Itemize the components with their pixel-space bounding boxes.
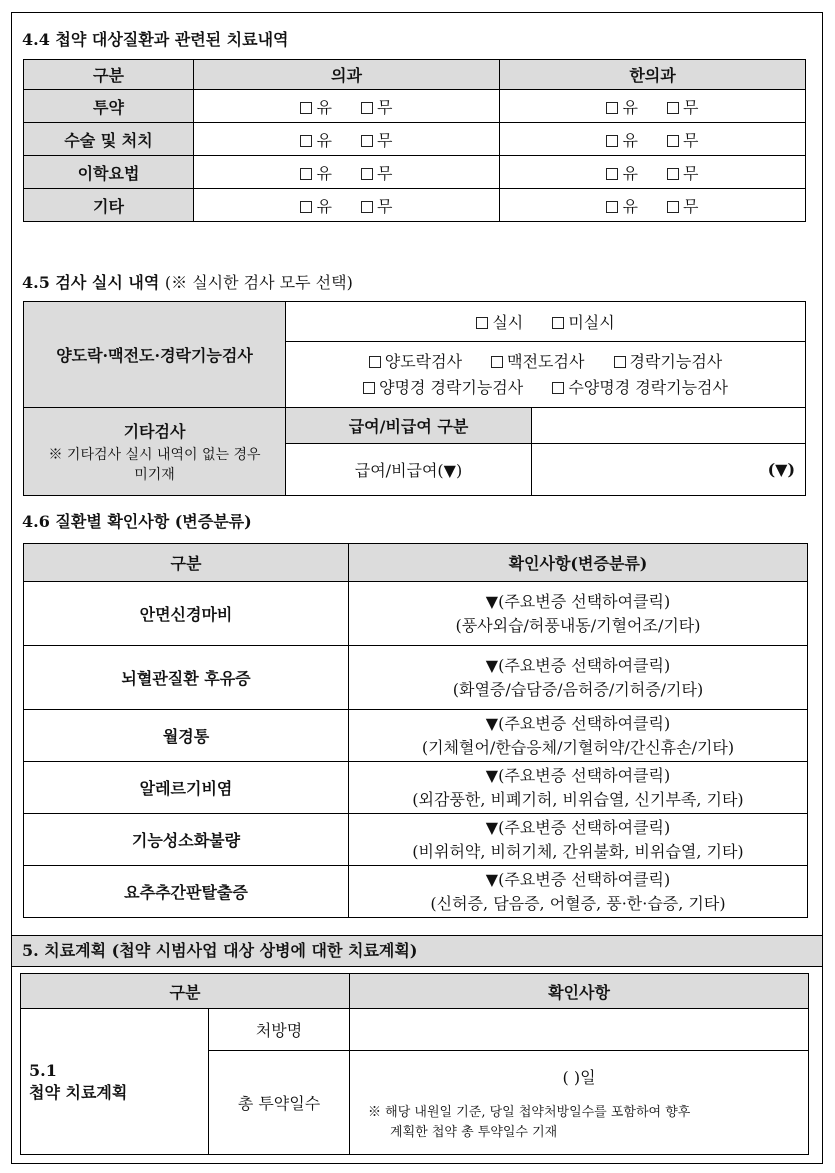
prescription-label: 처방명 (209, 1009, 350, 1051)
no-option[interactable] (361, 95, 392, 118)
checkbox-icon[interactable] (300, 168, 312, 180)
no-label: 무 (683, 196, 699, 216)
test-label: 수양명경 경락기능검사 (568, 377, 728, 397)
pattern-dropdown[interactable]: ▼(주요변증 선택하여클릭) (485, 655, 671, 675)
no-option[interactable] (361, 128, 392, 151)
other-exam-note: ※ 기타검사 실시 내역이 없는 경우 미기재 (48, 446, 261, 483)
yes-option[interactable] (300, 161, 331, 184)
pattern-options: (기체혈어/한습응체/기혈허약/간신휴손/기타) (421, 737, 735, 757)
yes-option[interactable] (300, 95, 331, 118)
pattern-options: (화열증/습담증/음허증/기허증/기타) (452, 679, 704, 699)
no-label: 무 (683, 97, 699, 117)
section-4-6-title: 4.6 질환별 확인사항 (변증분류) (22, 512, 252, 531)
disease-name: 월경통 (24, 710, 349, 762)
pattern-row (24, 866, 808, 918)
yes-label: 유 (316, 97, 332, 117)
western-options (194, 156, 500, 189)
not-done-option[interactable] (552, 310, 614, 333)
treatment-row-label: 이학요법 (24, 156, 194, 189)
checkbox-icon[interactable] (476, 317, 488, 329)
checkbox-icon[interactable] (361, 168, 373, 180)
treatment-rows (24, 90, 806, 222)
pattern-dropdown[interactable]: ▼(주요변증 선택하여클릭) (485, 591, 671, 611)
yes-label: 유 (316, 130, 332, 150)
exam-done-cell (286, 302, 806, 342)
test-option[interactable] (614, 349, 723, 375)
no-option[interactable] (667, 161, 698, 184)
western-options (194, 123, 500, 156)
pattern-table (23, 543, 808, 918)
checkbox-icon[interactable] (552, 382, 564, 394)
days-note-2: 계획한 첩약 총 투약일수 기재 (390, 1124, 558, 1140)
col-western: 의과 (194, 60, 500, 90)
no-label: 무 (377, 163, 393, 183)
checkbox-icon[interactable] (667, 168, 679, 180)
no-label: 무 (683, 130, 699, 150)
coverage-header: 급여/비급여 구분 (286, 408, 532, 444)
col-category: 구분 (24, 544, 349, 582)
checkbox-icon[interactable] (667, 135, 679, 147)
pattern-cell (349, 710, 808, 762)
pattern-options: (외감풍한, 비폐기허, 비위습열, 신기부족, 기타) (412, 789, 744, 809)
yes-option[interactable] (606, 95, 637, 118)
other-exam-dropdown[interactable]: (▼) (532, 444, 806, 496)
test-label: 양명경 경락기능검사 (379, 377, 524, 397)
checkbox-icon[interactable] (552, 317, 564, 329)
done-option[interactable] (476, 310, 523, 333)
total-days-label: 총 투약일수 (209, 1051, 350, 1155)
treatment-row-label: 기타 (24, 189, 194, 222)
treatment-row (24, 123, 806, 156)
test-option[interactable] (369, 349, 462, 375)
coverage-dropdown[interactable]: 급여/비급여(▼) (286, 444, 532, 496)
disease-name: 안면신경마비 (24, 582, 349, 646)
korean-options (500, 90, 806, 123)
checkbox-icon[interactable] (363, 382, 375, 394)
pattern-row (24, 762, 808, 814)
pattern-row (24, 582, 808, 646)
disease-name: 뇌혈관질환 후유증 (24, 646, 349, 710)
yes-option[interactable] (300, 194, 331, 217)
korean-options (500, 189, 806, 222)
pattern-cell (349, 582, 808, 646)
no-option[interactable] (361, 194, 392, 217)
section-4-5-title (22, 270, 353, 293)
checkbox-icon[interactable] (369, 356, 381, 368)
checkbox-icon[interactable] (606, 135, 618, 147)
plan-number: 5.1 (29, 1060, 57, 1080)
pattern-options: (풍사외습/허풍내동/기혈어조/기타) (455, 615, 701, 635)
pattern-cell (349, 814, 808, 866)
treatment-history-table (23, 59, 806, 222)
section-4-5-label: 4.5 검사 실시 내역 (22, 273, 160, 292)
total-days-cell (350, 1051, 809, 1155)
checkbox-icon[interactable] (300, 135, 312, 147)
no-label: 무 (377, 97, 393, 117)
yes-label: 유 (622, 196, 638, 216)
checkbox-icon[interactable] (614, 356, 626, 368)
yes-option[interactable] (606, 161, 637, 184)
no-option[interactable] (667, 194, 698, 217)
checkbox-icon[interactable] (300, 102, 312, 114)
pattern-dropdown[interactable]: ▼(주요변증 선택하여클릭) (485, 869, 671, 889)
section-4-5-note: (※ 실시한 검사 모두 선택) (164, 273, 353, 292)
checkbox-icon[interactable] (361, 201, 373, 213)
checkbox-icon[interactable] (300, 201, 312, 213)
yes-label: 유 (316, 163, 332, 183)
western-options (194, 90, 500, 123)
days-note-1: ※ 해당 내원일 기준, 당일 첩약처방일수를 포함하여 향후 (368, 1104, 691, 1120)
pattern-options: (신허증, 담음증, 어혈증, 풍·한·습증, 기타) (430, 893, 726, 913)
checkbox-icon[interactable] (361, 102, 373, 114)
no-option[interactable] (667, 128, 698, 151)
section-4-4-title: 4.4 첩약 대상질환과 관련된 치료내역 (22, 30, 289, 49)
plan-label-cell (21, 1009, 209, 1155)
yes-option[interactable] (300, 128, 331, 151)
korean-options (500, 156, 806, 189)
pattern-cell (349, 646, 808, 710)
pattern-options: (비위허약, 비허기체, 간위불화, 비위습열, 기타) (412, 841, 744, 861)
pattern-dropdown[interactable]: ▼(주요변증 선택하여클릭) (485, 713, 671, 733)
western-options (194, 189, 500, 222)
yes-label: 유 (622, 97, 638, 117)
checkbox-icon[interactable] (606, 201, 618, 213)
test-label: 맥전도검사 (507, 351, 585, 371)
treatment-row (24, 189, 806, 222)
yes-label: 유 (316, 196, 332, 216)
treatment-row (24, 90, 806, 123)
checkbox-icon[interactable] (361, 135, 373, 147)
test-option[interactable] (491, 349, 584, 375)
no-option[interactable] (667, 95, 698, 118)
treatment-row-label: 수술 및 처치 (24, 123, 194, 156)
exam-table (23, 301, 806, 496)
col-category: 구분 (24, 60, 194, 90)
checkbox-icon[interactable] (606, 102, 618, 114)
pattern-cell (349, 866, 808, 918)
pattern-row (24, 814, 808, 866)
yes-label: 유 (622, 163, 638, 183)
col-check: 확인사항(변증분류) (349, 544, 808, 582)
checkbox-icon[interactable] (667, 201, 679, 213)
korean-options (500, 123, 806, 156)
test-label: 경락기능검사 (629, 351, 723, 371)
disease-name: 요추추간판탈출증 (24, 866, 349, 918)
col-korean: 한의과 (500, 60, 806, 90)
pattern-dropdown[interactable]: ▼(주요변증 선택하여클릭) (485, 765, 671, 785)
other-exam-label: 기타검사 (123, 421, 186, 441)
pattern-dropdown[interactable]: ▼(주요변증 선택하여클릭) (485, 817, 671, 837)
other-exam-cell (24, 408, 286, 496)
plan-label: 첩약 치료계획 (29, 1082, 128, 1102)
test-option[interactable] (363, 375, 523, 401)
pattern-row (24, 710, 808, 762)
pattern-cell (349, 762, 808, 814)
total-days-input[interactable]: ( )일 (562, 1067, 596, 1087)
treatment-plan-table (20, 973, 809, 1155)
treatment-row-label: 투약 (24, 90, 194, 123)
test-options-cell (286, 342, 806, 408)
disease-name: 알레르기비염 (24, 762, 349, 814)
done-label: 실시 (492, 313, 524, 332)
no-label: 무 (377, 196, 393, 216)
disease-name: 기능성소화불량 (24, 814, 349, 866)
pattern-row (24, 646, 808, 710)
yes-option[interactable] (606, 128, 637, 151)
yes-label: 유 (622, 130, 638, 150)
no-label: 무 (377, 130, 393, 150)
no-option[interactable] (361, 161, 392, 184)
col-category: 구분 (21, 974, 350, 1009)
test-label: 양도락검사 (384, 351, 463, 371)
exam-label: 양도락·맥전도·경락기능검사 (24, 302, 286, 408)
checkbox-icon[interactable] (606, 168, 618, 180)
prescription-input[interactable] (350, 1009, 809, 1051)
not-done-label: 미실시 (568, 313, 615, 332)
other-exam-name-input[interactable] (532, 408, 806, 444)
section-5-title: 5. 치료계획 (첩약 시범사업 대상 상병에 대한 치료계획) (12, 935, 822, 967)
checkbox-icon[interactable] (491, 356, 503, 368)
treatment-row (24, 156, 806, 189)
checkbox-icon[interactable] (667, 102, 679, 114)
no-label: 무 (683, 163, 699, 183)
yes-option[interactable] (606, 194, 637, 217)
test-option[interactable] (552, 375, 728, 401)
col-check: 확인사항 (350, 974, 809, 1009)
